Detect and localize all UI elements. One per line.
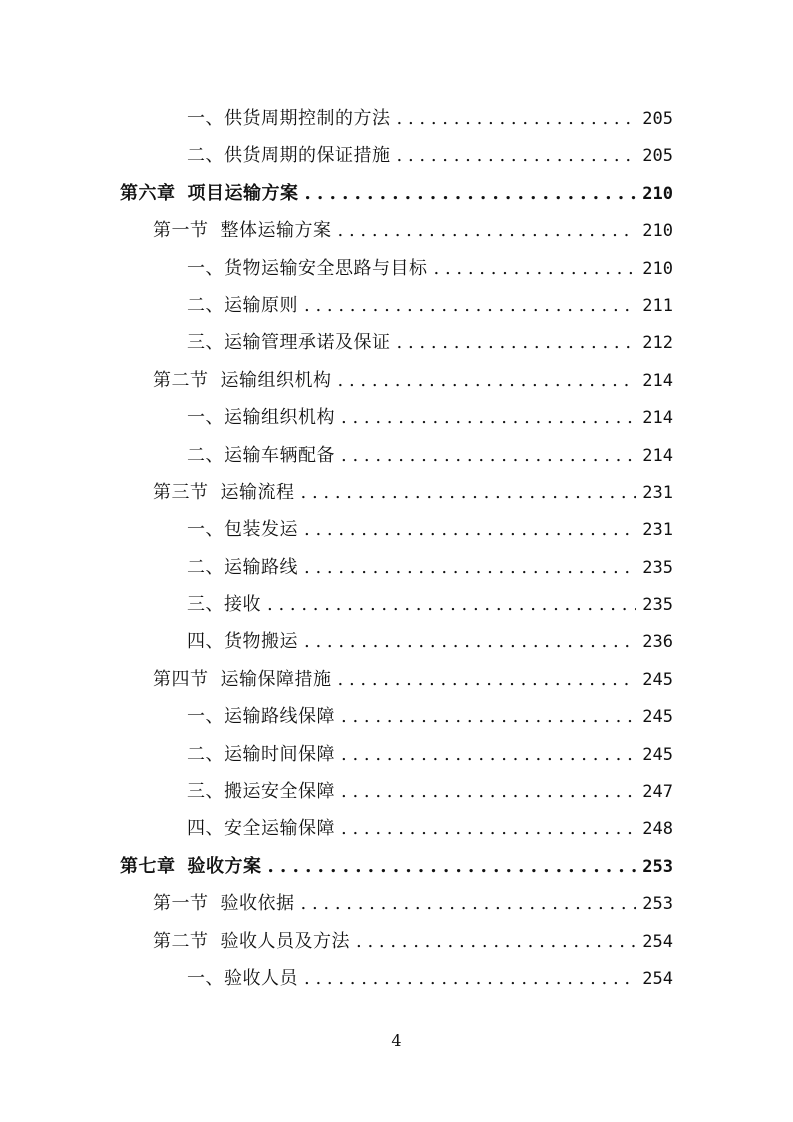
toc-entry-title xyxy=(153,474,295,511)
toc-entry-text: 验收依据 xyxy=(220,893,295,915)
toc-item-row[interactable] xyxy=(0,773,793,810)
toc-entry-number: 四、 xyxy=(187,818,224,840)
toc-entry-text: 验收方案 xyxy=(187,855,262,877)
toc-page-number: 245 xyxy=(642,707,673,728)
toc-entry-number: 一、 xyxy=(187,108,224,129)
toc-entry-title xyxy=(187,511,298,548)
toc-page-number: 214 xyxy=(642,445,673,466)
toc-entry-number: 第六章 xyxy=(120,182,176,204)
toc-dot-leader xyxy=(397,100,637,137)
toc-item-row[interactable] xyxy=(0,399,793,436)
toc-entry-text: 运输流程 xyxy=(220,481,295,503)
toc-page-number: 236 xyxy=(642,632,673,653)
toc-page-number: 210 xyxy=(642,221,673,242)
toc-entry-text: 项目运输方案 xyxy=(187,182,299,204)
toc-entry-number: 二、 xyxy=(187,556,224,578)
toc-page-number: 248 xyxy=(642,819,673,840)
toc-entry-text: 供货周期的保证措施 xyxy=(224,145,391,167)
toc-entry-title xyxy=(187,736,335,773)
toc-page-number: 231 xyxy=(642,520,673,541)
toc-entry-title xyxy=(153,923,350,960)
toc-item-row[interactable] xyxy=(0,698,793,735)
toc-dot-leader xyxy=(341,810,636,847)
toc-entry-text: 包装发运 xyxy=(224,519,298,541)
toc-entry-number: 二、 xyxy=(187,294,224,316)
toc-dot-leader xyxy=(338,661,637,698)
toc-chapter-row[interactable] xyxy=(0,848,793,885)
toc-entry-title xyxy=(187,250,428,287)
toc-dot-leader xyxy=(434,250,637,287)
toc-item-row[interactable] xyxy=(0,960,793,997)
toc-page-number: 214 xyxy=(642,408,673,429)
toc-entry-title xyxy=(187,960,298,997)
toc-section-row[interactable] xyxy=(0,885,793,922)
toc-dot-leader xyxy=(341,399,636,436)
toc-entry-title xyxy=(187,100,391,137)
toc-entry-number: 三、 xyxy=(187,594,224,616)
toc-entry-title xyxy=(187,698,335,735)
toc-page-number: 211 xyxy=(642,295,673,316)
toc-entry-text: 供货周期控制的方法 xyxy=(224,108,391,129)
toc-entry-text: 接收 xyxy=(224,594,261,616)
toc-entry-number: 第七章 xyxy=(120,855,176,877)
toc-page-number: 253 xyxy=(642,856,673,877)
toc-entry-number: 二、 xyxy=(187,743,224,765)
toc-entry-text: 运输路线保障 xyxy=(224,706,335,728)
toc-item-row[interactable] xyxy=(0,511,793,548)
toc-chapter-row[interactable] xyxy=(0,175,793,212)
toc-entry-title xyxy=(187,623,298,660)
toc-entry-title xyxy=(187,810,335,847)
toc-entry-title xyxy=(153,885,295,922)
toc-page-number: 210 xyxy=(642,183,673,204)
toc-item-row[interactable] xyxy=(0,324,793,361)
toc-page-number: 205 xyxy=(642,146,673,167)
toc-dot-leader xyxy=(341,437,636,474)
toc-dot-leader xyxy=(304,623,636,660)
toc-dot-leader xyxy=(341,698,636,735)
toc-entry-text: 运输组织机构 xyxy=(224,407,335,429)
toc-entry-number: 第一节 xyxy=(153,893,209,915)
toc-item-row[interactable] xyxy=(0,623,793,660)
toc-entry-title xyxy=(187,399,335,436)
toc-entry-text: 运输组织机构 xyxy=(220,369,332,391)
toc-section-row[interactable] xyxy=(0,474,793,511)
toc-entry-text: 运输原则 xyxy=(224,294,298,316)
toc-entry-number: 第三节 xyxy=(153,481,209,503)
toc-page-number: 245 xyxy=(642,669,673,690)
toc-page-number: 247 xyxy=(642,782,673,803)
toc-entry-number: 二、 xyxy=(187,444,224,466)
toc-page-number: 235 xyxy=(642,595,673,616)
toc-page-number: 214 xyxy=(642,370,673,391)
toc-entry-number: 第一节 xyxy=(153,220,209,242)
toc-entry-title xyxy=(187,287,298,324)
toc-dot-leader xyxy=(338,362,637,399)
page-number: 4 xyxy=(391,1031,402,1050)
toc-entry-number: 一、 xyxy=(187,519,224,541)
toc-entry-title xyxy=(120,848,262,885)
toc-entry-title xyxy=(187,437,335,474)
toc-page-number: 205 xyxy=(642,109,673,129)
toc-item-row[interactable] xyxy=(0,287,793,324)
toc-entry-number: 第二节 xyxy=(153,930,209,952)
toc-section-row[interactable] xyxy=(0,362,793,399)
toc-page-number: 245 xyxy=(642,744,673,765)
toc-dot-leader xyxy=(301,885,637,922)
toc-entry-text: 货物运输安全思路与目标 xyxy=(224,257,428,279)
toc-page-number: 212 xyxy=(642,333,673,354)
toc-section-row[interactable] xyxy=(0,661,793,698)
toc-entry-title xyxy=(187,549,298,586)
toc-dot-leader xyxy=(338,212,637,249)
toc-entry-number: 第二节 xyxy=(153,369,209,391)
toc-dot-leader xyxy=(301,474,637,511)
toc-item-row[interactable] xyxy=(0,100,793,137)
toc-entry-text: 整体运输方案 xyxy=(220,220,332,242)
toc-entry-number: 三、 xyxy=(187,332,224,354)
toc-entry-number: 一、 xyxy=(187,967,224,989)
toc-entry-text: 搬运安全保障 xyxy=(224,781,335,803)
toc-entry-number: 四、 xyxy=(187,631,224,653)
toc-entry-title xyxy=(153,212,332,249)
toc-entry-number: 三、 xyxy=(187,781,224,803)
toc-entry-title xyxy=(153,661,332,698)
toc-entry-title xyxy=(120,175,299,212)
toc-page-number: 253 xyxy=(642,894,673,915)
toc-entry-text: 运输车辆配备 xyxy=(224,444,335,466)
toc-item-row[interactable] xyxy=(0,586,793,623)
toc-entry-number: 一、 xyxy=(187,706,224,728)
toc-entry-text: 验收人员及方法 xyxy=(220,930,350,952)
toc-dot-leader xyxy=(304,549,636,586)
toc-entry-number: 第四节 xyxy=(153,668,209,690)
toc-item-row[interactable] xyxy=(0,736,793,773)
toc-dot-leader xyxy=(304,287,636,324)
toc-dot-leader xyxy=(341,736,636,773)
toc-dot-leader xyxy=(304,511,636,548)
toc-dot-leader xyxy=(305,175,637,212)
toc-entry-text: 运输时间保障 xyxy=(224,743,335,765)
toc-entry-title xyxy=(153,362,332,399)
toc-dot-leader xyxy=(397,137,637,174)
toc-page-number: 231 xyxy=(642,482,673,503)
toc-page-number: 210 xyxy=(642,258,673,279)
toc-entry-text: 运输保障措施 xyxy=(220,668,332,690)
toc-section-row[interactable] xyxy=(0,212,793,249)
toc-entry-number: 一、 xyxy=(187,257,224,279)
toc-page-number: 254 xyxy=(642,968,673,989)
toc-entry-text: 运输管理承诺及保证 xyxy=(224,332,391,354)
toc-entry-text: 运输路线 xyxy=(224,556,298,578)
toc-entry-title xyxy=(187,137,391,174)
toc-entry-number: 二、 xyxy=(187,145,224,167)
table-of-contents xyxy=(0,100,793,997)
toc-entry-text: 安全运输保障 xyxy=(224,818,335,840)
toc-page-number: 254 xyxy=(642,931,673,952)
toc-item-row[interactable] xyxy=(0,437,793,474)
toc-entry-text: 验收人员 xyxy=(224,967,298,989)
toc-dot-leader xyxy=(341,773,636,810)
toc-entry-number: 一、 xyxy=(187,407,224,429)
toc-item-row[interactable] xyxy=(0,810,793,847)
toc-dot-leader xyxy=(304,960,636,997)
toc-entry-title xyxy=(187,586,261,623)
toc-page-number: 235 xyxy=(642,557,673,578)
toc-item-row[interactable] xyxy=(0,137,793,174)
toc-item-row[interactable] xyxy=(0,549,793,586)
toc-dot-leader xyxy=(268,848,637,885)
toc-entry-text: 货物搬运 xyxy=(224,631,298,653)
toc-entry-title xyxy=(187,773,335,810)
toc-item-row[interactable] xyxy=(0,250,793,287)
toc-section-row[interactable] xyxy=(0,923,793,960)
toc-dot-leader xyxy=(267,586,636,623)
toc-entry-title xyxy=(187,324,391,361)
toc-dot-leader xyxy=(356,923,636,960)
toc-dot-leader xyxy=(397,324,637,361)
